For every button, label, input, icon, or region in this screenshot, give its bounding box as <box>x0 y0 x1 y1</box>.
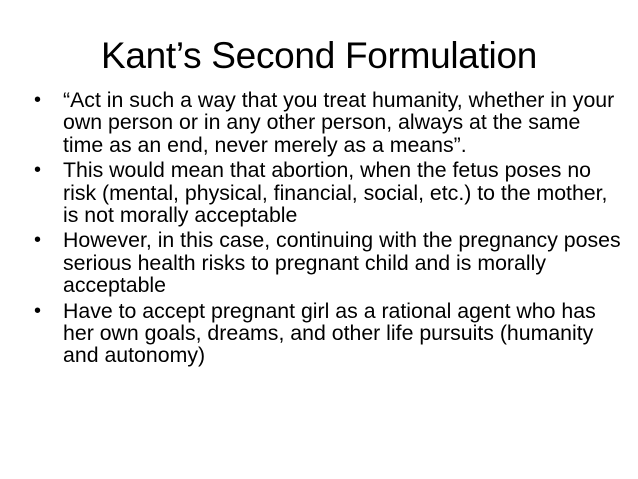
bullet-text: Have to accept pregnant girl as a rational agent who has her own goals, dreams, and other life pursuits (humanity and autonomy) <box>63 298 596 368</box>
bullet-list <box>34 89 624 370</box>
bullet-dot-icon: • <box>34 159 42 182</box>
bullet-item-2 <box>34 159 624 226</box>
bullet-text: This would mean that abortion, when the fetus poses no risk (mental, physical, financial, social, etc.) to the mother, is not morally acceptable <box>63 158 608 228</box>
slide-title: Kant’s Second Formulation <box>100 35 538 76</box>
bullet-item-1 <box>34 89 624 156</box>
bullet-dot-icon: • <box>34 299 42 322</box>
bullet-text: However, in this case, continuing with the pregnancy poses serious health risks to pregnant child and is morally acceptable <box>63 228 621 298</box>
bullet-dot-icon: • <box>34 89 42 111</box>
bullet-item-3 <box>34 229 624 296</box>
bullet-dot-icon: • <box>34 229 42 252</box>
bullet-text: “Act in such a way that you treat humanity, whether in your own person or in any other person, always at the same time as an end, never merely as a means”. <box>63 88 615 157</box>
bullet-item-4 <box>34 300 624 367</box>
